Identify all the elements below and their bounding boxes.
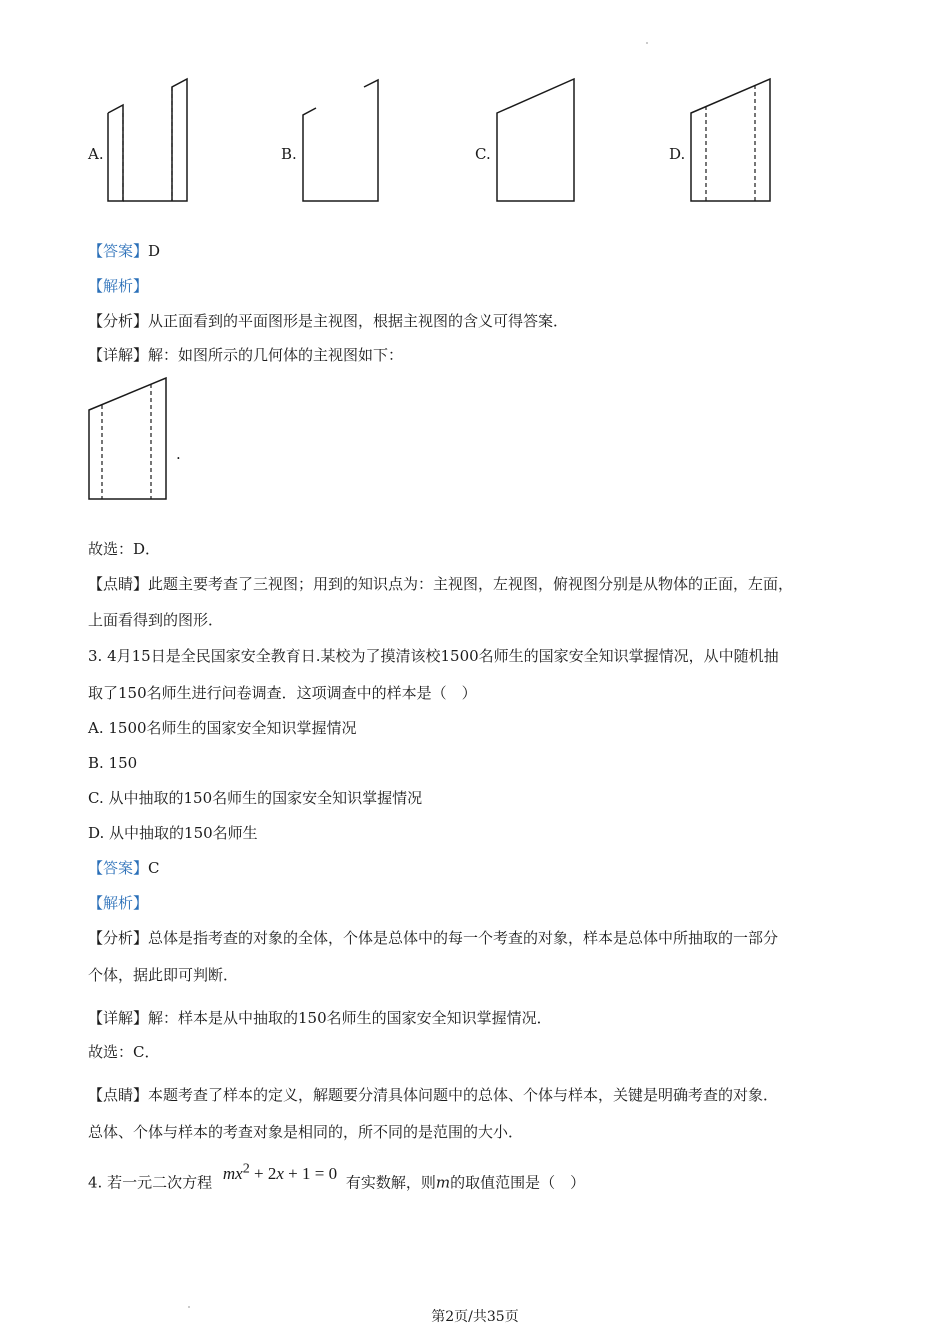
q3-option-d: D. 从中抽取的150名师生	[88, 824, 258, 842]
option-b-label: B.	[281, 145, 297, 163]
fenxi-line: 【分析】从正面看到的平面图形是主视图，根据主视图的含义可得答案．	[88, 312, 569, 330]
scan-dot	[188, 1306, 190, 1308]
figure-dot: .	[176, 445, 181, 463]
dianjing-line: 【点睛】此题主要考查了三视图；用到的知识点为：主视图，左视图，俯视图分别是从物体的正面，左面，	[88, 575, 794, 593]
q3-guxuan-line: 故选：C．	[88, 1043, 160, 1061]
q3-dianjing-line: 【点睛】本题考查了样本的定义，解题要分清具体问题中的总体、个体与样本，关键是明确考查的对象．	[88, 1086, 779, 1104]
scan-dot	[646, 42, 648, 44]
option-d-figure	[686, 75, 776, 210]
answer-line: 【答案】D	[88, 242, 161, 260]
option-b-figure	[296, 75, 386, 210]
q3-option-a: A. 1500名师生的国家安全知识掌握情况	[88, 719, 357, 737]
q3-option-c: C. 从中抽取的150名师生的国家安全知识掌握情况	[88, 789, 423, 807]
guxuan-line: 故选：D．	[88, 540, 161, 558]
q3-jiexi-heading: 【解析】	[88, 894, 149, 912]
solution-figure	[82, 372, 177, 507]
q4-equation: $mx^2 + 2x + 1 = 0$	[222, 1160, 338, 1183]
q3-fenxi-line-2: 个体，据此即可判断．	[88, 966, 239, 984]
q3-answer-line: 【答案】C	[88, 859, 160, 877]
xiangjie-line: 【详解】解：如图所示的几何体的主视图如下：	[88, 346, 404, 364]
q3-stem-2: 取了150名师生进行问卷调查．这项调查中的样本是（ ）	[88, 684, 477, 702]
page-footer: 第2页/共35页	[431, 1309, 519, 1325]
jiexi-heading: 【解析】	[88, 277, 149, 295]
option-a-label: A.	[88, 145, 104, 163]
q4-stem: 4. 若一元二次方程 $mx^2 + 2x + 1 = 0$ 有实数解，则m的取值范围是（ ）	[88, 1160, 586, 1192]
option-c-label: C.	[475, 145, 491, 163]
q3-xiangjie-line: 【详解】解：样本是从中抽取的150名师生的国家安全知识掌握情况．	[88, 1009, 552, 1027]
option-c-figure	[490, 75, 580, 210]
q3-stem: 3. 4月15日是全民国家安全教育日.某校为了摸清该校1500名师生的国家安全知识掌握情况，从中随机抽	[88, 647, 779, 665]
q3-option-b: B. 150	[88, 754, 138, 772]
q3-fenxi-line: 【分析】总体是指考查的对象的全体，个体是总体中的每一个考查的对象，样本是总体中所抽取的一部分	[88, 929, 779, 947]
option-a-figure	[100, 75, 195, 210]
option-d-label: D.	[669, 145, 686, 163]
dianjing-line-2: 上面看得到的图形．	[88, 611, 224, 629]
q3-dianjing-line-2: 总体、个体与样本的考查对象是相同的，所不同的是范围的大小．	[88, 1123, 524, 1141]
